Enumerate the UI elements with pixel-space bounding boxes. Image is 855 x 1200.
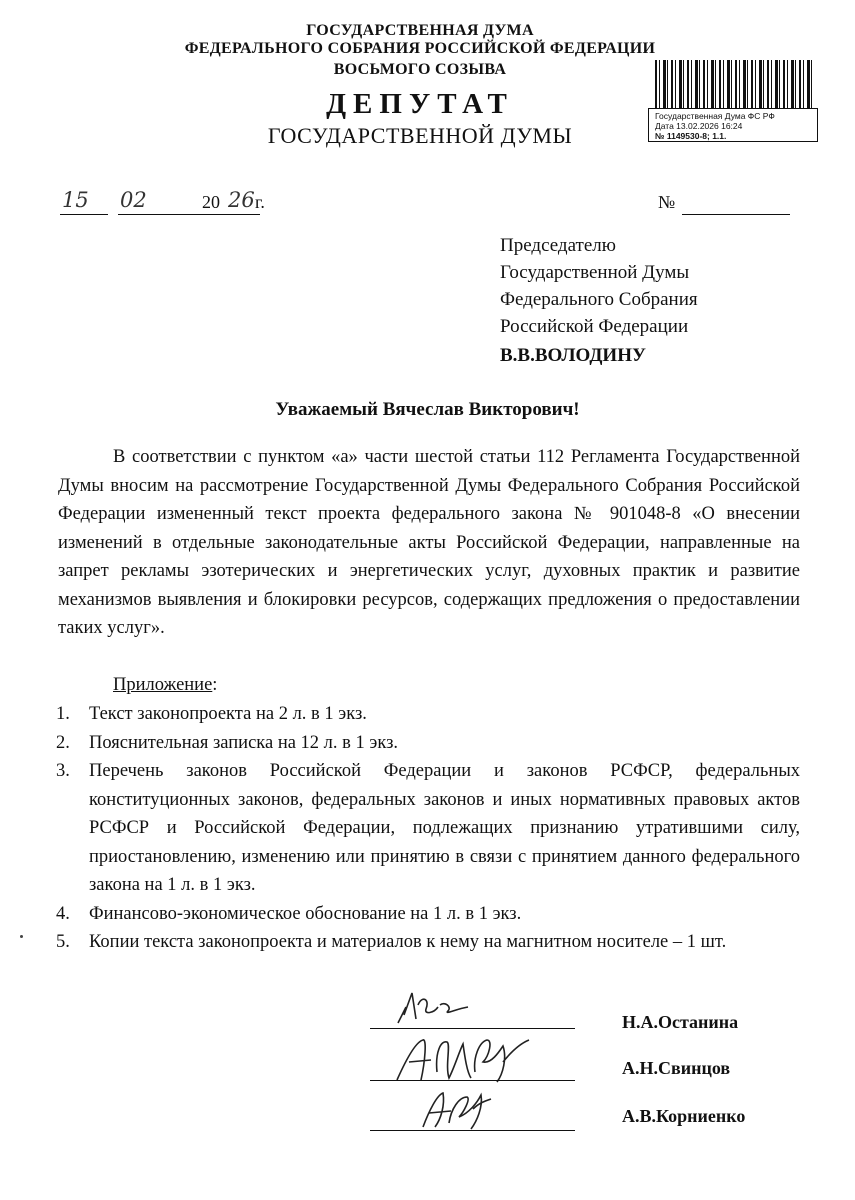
date-day-underline [60, 214, 108, 215]
org-name-line-3: ВОСЬМОГО СОЗЫВА [333, 61, 507, 78]
date-month: 02 [120, 188, 147, 212]
signatory-name: А.В.Корниенко [622, 1106, 746, 1126]
addressee-line: Федерального Собрания [500, 289, 698, 310]
registration-stamp [648, 108, 818, 142]
signature-line [370, 1080, 575, 1081]
attachments-label-colon: : [212, 675, 218, 695]
barcode [655, 60, 815, 108]
attachment-item [56, 757, 800, 900]
attachment-text: Текст законопроекта на 2 л. в 1 экз. [89, 704, 367, 724]
attachment-item [56, 928, 800, 957]
stamp-line-2: Дата 13.02.2026 16:24 [655, 121, 743, 131]
attachment-text: Копии текста законопроекта и материалов к нему на магнитном носителе – 1 шт. [89, 932, 727, 952]
attachment-number: 3. [56, 761, 70, 781]
attachment-item [56, 729, 800, 758]
attachment-item [56, 700, 800, 729]
stamp-line-3: № 1149530-8; 1.1. [655, 131, 727, 141]
body-paragraph: В соответствии с пунктом «а» части шестой статьи 112 Регламента Государственной Думы вносим на рассмотрение Государственной Думы Федерального Собрания Российской Федерации измененный текст проекта федерального закона № 901048-8 «О внесении изменений в отдельные законодательные акты Российской Федерации, направленные на запрет рекламы эзотерических и энергетических услуг, духовных практик и развитие механизмов выявления и блокировки ресурсов, содержащих предложения о предоставлении таких услуг». [58, 447, 800, 638]
attachment-text: Перечень законов Российской Федерации и законов РСФСР, федеральных конституционных законов, федеральных законов и иных нормативных правовых актов РСФСР и Российской Федерации, подлежащих признанию утратившими силу, приостановлению, изменению или принятию в связи с принятием данного федерального закона на 1 л. в 1 экз. [89, 761, 800, 895]
signature-svintsov [385, 1022, 535, 1087]
addressee-name: В.В.ВОЛОДИНУ [500, 345, 646, 366]
signature-line [370, 1130, 575, 1131]
attachment-text: Пояснительная записка на 12 л. в 1 экз. [89, 732, 399, 753]
stamp-line-1: Государственная Дума ФС РФ [655, 111, 775, 121]
addressee-line: Государственной Думы [500, 262, 690, 283]
signatory-name: А.Н.Свинцов [622, 1058, 731, 1078]
attachment-number: 2. [56, 732, 70, 753]
outgoing-number-label: № [658, 192, 676, 212]
date-year-suffix: г. [255, 192, 265, 212]
letterhead-title: ДЕПУТАТ [326, 88, 514, 120]
signature-kornienko [415, 1083, 495, 1133]
addressee-line: Председателю [500, 235, 616, 256]
attachment-number: 1. [56, 704, 70, 724]
greeting: Уважаемый Вячеслав Викторович! [275, 399, 580, 420]
attachment-number: 5. [56, 932, 70, 952]
attachment-item [56, 900, 800, 929]
org-name-line-1: ГОСУДАРСТВЕННАЯ ДУМА [306, 22, 534, 39]
letterhead-subtitle: ГОСУДАРСТВЕННОЙ ДУМЫ [267, 123, 573, 148]
margin-mark [20, 935, 23, 938]
org-name-line-2: ФЕДЕРАЛЬНОГО СОБРАНИЯ РОССИЙСКОЙ ФЕДЕРАЦИИ [184, 40, 656, 57]
addressee-line: Российской Федерации [500, 316, 689, 337]
attachments-list [56, 700, 800, 957]
signatory-name: Н.А.Останина [622, 1012, 739, 1032]
date-year-underline [225, 214, 255, 215]
signature-line [370, 1028, 575, 1029]
document-date [60, 190, 290, 220]
outgoing-number-line [682, 214, 790, 215]
addressee-block [500, 232, 698, 340]
attachments-heading [113, 675, 217, 696]
attachment-number: 4. [56, 903, 70, 924]
date-year-prefix: 20 [202, 192, 220, 212]
attachment-text: Финансово-экономическое обоснование на 1 л. в 1 экз. [89, 903, 522, 924]
date-year-handwritten: 26 [228, 188, 255, 212]
date-day: 15 [62, 188, 89, 212]
attachments-label: Приложение [113, 675, 213, 695]
